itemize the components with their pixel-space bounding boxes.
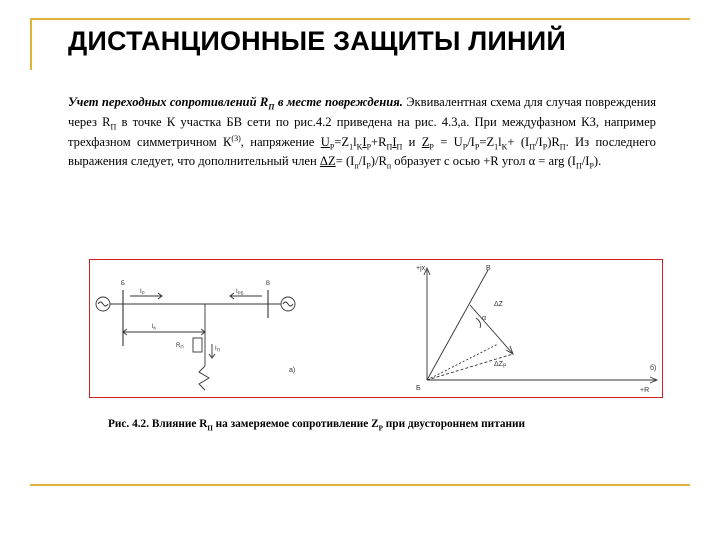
label-ip: $I_Р$ [140,289,145,296]
schematic-labels [121,281,295,374]
label-length: $l_К$ [152,324,156,331]
label-ifault: $I_П$ [215,346,220,353]
slide-title: ДИСТАНЦИОННЫЕ ЗАЩИТЫ ЛИНИЙ [68,26,566,56]
label-axis-r: +R [640,387,650,394]
figure-diagram [90,260,661,396]
figure-caption: Рис. 4.2. Влияние $R_П$ на замеряемое сопротивление $Z_Р$ при двустороннем питании [108,418,526,433]
label-panel-a: а) [289,367,296,374]
ground-zigzag-icon [199,366,209,390]
alpha-arc [476,318,481,328]
plane-labels [416,265,656,394]
left-decor-line [30,18,32,70]
label-node-v: В [266,281,271,287]
label-dz-bottom: $\Delta Z_Р$ [494,361,507,370]
label-axis-jx: +jx [416,265,426,272]
figure-frame [89,259,663,398]
label-panel-b: б) [650,365,657,372]
top-decor-line [30,18,690,20]
label-node-b: Б [121,281,125,287]
line-z-bv [427,270,488,380]
resistor-rp [193,338,202,352]
label-dz-top: ΔZ [494,301,503,308]
arrow-dz [470,305,513,354]
body-paragraph: Учет переходных сопротивлений $R_П$ в месте повреждения. Эквивалентная схема для случая повреждения через $R_П$ в точке К участка БВ сети по рис.4.2 приведена на рис. 4.3,а. При междуфазном КЗ, например трехфазном симметричном $К^{(3)}$, напряжение $U_P=Z_1l_KI_P+R_ПI_П$ и $Z_P = U_P/I_P=Z_1l_K+ (I_П/I_P)R_П$. Из последнего выражения следует, что дополнительный член $\Delta Z= (I_п/I_P)/R_п$ образует с осью +R угол α = arg $(I_П/I_P)$. [68,95,656,171]
source-right-wave [283,302,293,306]
impedance-plane [424,268,657,383]
bottom-decor-line [30,484,690,486]
network-schematic [96,290,295,390]
label-rp: $R_П$ [176,343,184,350]
label-point-v: В [486,265,491,272]
label-ipb: $I_{РБ}$ [236,289,244,296]
source-left-wave [98,302,108,306]
label-origin: Б [416,385,421,392]
paragraph-lead: Учет переходных сопротивлений $R_П$ в месте повреждения. [68,95,403,112]
label-alpha: α [482,315,487,322]
